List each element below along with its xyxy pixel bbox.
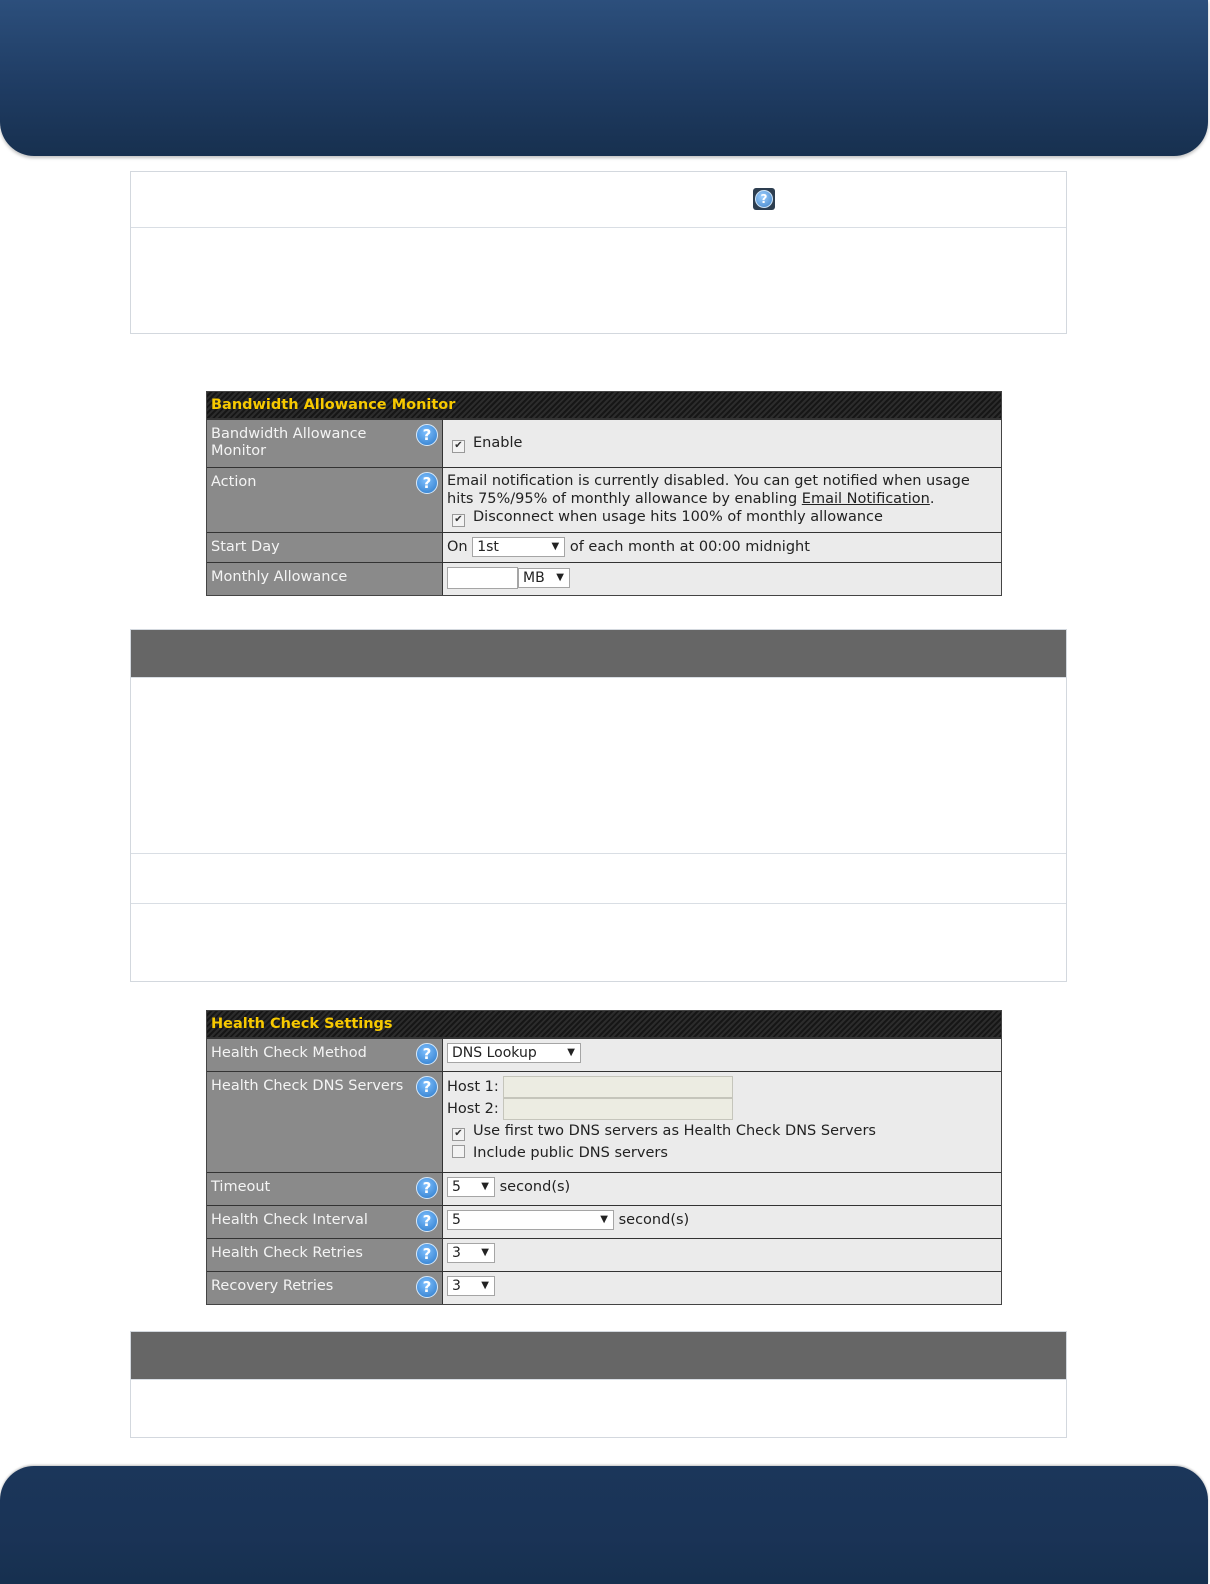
help-icon[interactable]: ? <box>416 1177 438 1199</box>
allowance-unit-select[interactable]: MB ▼ <box>518 568 570 588</box>
row-label: Bandwidth Allowance Monitor ? <box>207 420 443 467</box>
help-icon[interactable]: ? <box>416 1210 438 1232</box>
timeout-select[interactable]: 5 ▼ <box>447 1177 495 1197</box>
start-day-select[interactable]: 1st ▼ <box>472 537 565 557</box>
include-public-dns-checkbox[interactable] <box>452 1145 465 1158</box>
doc-row <box>131 854 1066 904</box>
health-check-retries-row <box>207 1238 1001 1271</box>
row-label: Monthly Allowance <box>207 563 443 595</box>
row-label: Health Check Method ? <box>207 1039 443 1071</box>
recovery-retries-select[interactable]: 3 ▼ <box>447 1276 495 1296</box>
help-icon[interactable]: ? <box>416 424 438 446</box>
doc-table-3 <box>130 1331 1067 1438</box>
doc-row <box>131 228 1066 333</box>
row-label: Start Day <box>207 533 443 562</box>
chevron-down-icon: ▼ <box>551 541 560 552</box>
doc-row <box>131 904 1066 981</box>
chevron-down-icon: ▼ <box>567 1047 575 1058</box>
chevron-down-icon: ▼ <box>481 1247 489 1258</box>
monthly-allowance-row <box>207 562 1001 595</box>
doc-table-header <box>131 630 1066 678</box>
doc-row <box>131 678 1066 854</box>
timeout-row <box>207 1172 1001 1205</box>
chevron-down-icon: ▼ <box>481 1280 489 1291</box>
bandwidth-allowance-panel <box>206 391 1002 596</box>
doc-row <box>131 1380 1066 1437</box>
email-notification-link[interactable]: Email Notification <box>801 491 930 507</box>
row-label: Health Check Retries ? <box>207 1239 443 1271</box>
help-icon[interactable]: ? <box>416 1076 438 1098</box>
disconnect-checkbox[interactable]: ✔ <box>452 514 465 527</box>
host2-input[interactable] <box>503 1098 733 1120</box>
bandwidth-monitor-row <box>207 419 1001 467</box>
row-value: Host 1: Host 2: ✔ Use first two DNS servers as Health Check DNS Servers Include public DNS servers <box>443 1072 1001 1172</box>
row-value: 5 ▼ second(s) <box>443 1173 1001 1205</box>
doc-row <box>131 172 1066 228</box>
help-icon[interactable]: ? <box>416 1043 438 1065</box>
chevron-down-icon: ▼ <box>556 572 564 583</box>
row-value <box>443 1272 1001 1304</box>
header-banner <box>0 0 1208 156</box>
panel-title: Bandwidth Allowance Monitor <box>207 392 1001 419</box>
footer-banner <box>0 1466 1208 1584</box>
health-check-method-select[interactable]: DNS Lookup ▼ <box>447 1043 581 1063</box>
doc-table-2 <box>130 629 1067 982</box>
help-icon[interactable]: ? <box>753 188 775 210</box>
health-check-retries-select[interactable]: 3 ▼ <box>447 1243 495 1263</box>
row-value <box>443 1039 1001 1071</box>
help-icon[interactable]: ? <box>416 472 438 494</box>
health-check-interval-row <box>207 1205 1001 1238</box>
health-check-interval-select[interactable]: 5 ▼ <box>447 1210 614 1230</box>
chevron-down-icon: ▼ <box>481 1181 489 1192</box>
row-value <box>443 1239 1001 1271</box>
row-value: 5 ▼ second(s) <box>443 1206 1001 1238</box>
host1-input[interactable] <box>503 1076 733 1098</box>
doc-table-header <box>131 1332 1066 1380</box>
chevron-down-icon: ▼ <box>600 1214 608 1225</box>
row-label: Health Check Interval ? <box>207 1206 443 1238</box>
panel-title: Health Check Settings <box>207 1011 1001 1038</box>
help-icon[interactable]: ? <box>416 1276 438 1298</box>
monthly-allowance-input[interactable] <box>447 567 518 589</box>
row-label: Health Check DNS Servers ? <box>207 1072 443 1172</box>
row-label: Timeout ? <box>207 1173 443 1205</box>
help-icon[interactable]: ? <box>416 1243 438 1265</box>
doc-table-1 <box>130 171 1067 334</box>
row-value: On 1st ▼ of each month at 00:00 midnight <box>443 533 1001 562</box>
row-value: Email notification is currently disabled. You can get notified when usage hits 75%/95% of monthly allowance by enabling Email Notification. ✔ Disconnect when usage hits 100% of monthly allowance <box>443 468 1001 532</box>
health-check-panel <box>206 1010 1002 1305</box>
use-first-two-dns-checkbox[interactable]: ✔ <box>452 1128 465 1141</box>
health-check-dns-row <box>207 1071 1001 1172</box>
start-day-row <box>207 532 1001 562</box>
action-row <box>207 467 1001 532</box>
enable-checkbox[interactable]: ✔ <box>452 440 465 453</box>
row-value: ✔ Enable <box>443 420 1001 467</box>
row-label: Recovery Retries ? <box>207 1272 443 1304</box>
health-check-method-row <box>207 1038 1001 1071</box>
recovery-retries-row <box>207 1271 1001 1304</box>
row-label: Action ? <box>207 468 443 532</box>
row-value <box>443 563 1001 595</box>
